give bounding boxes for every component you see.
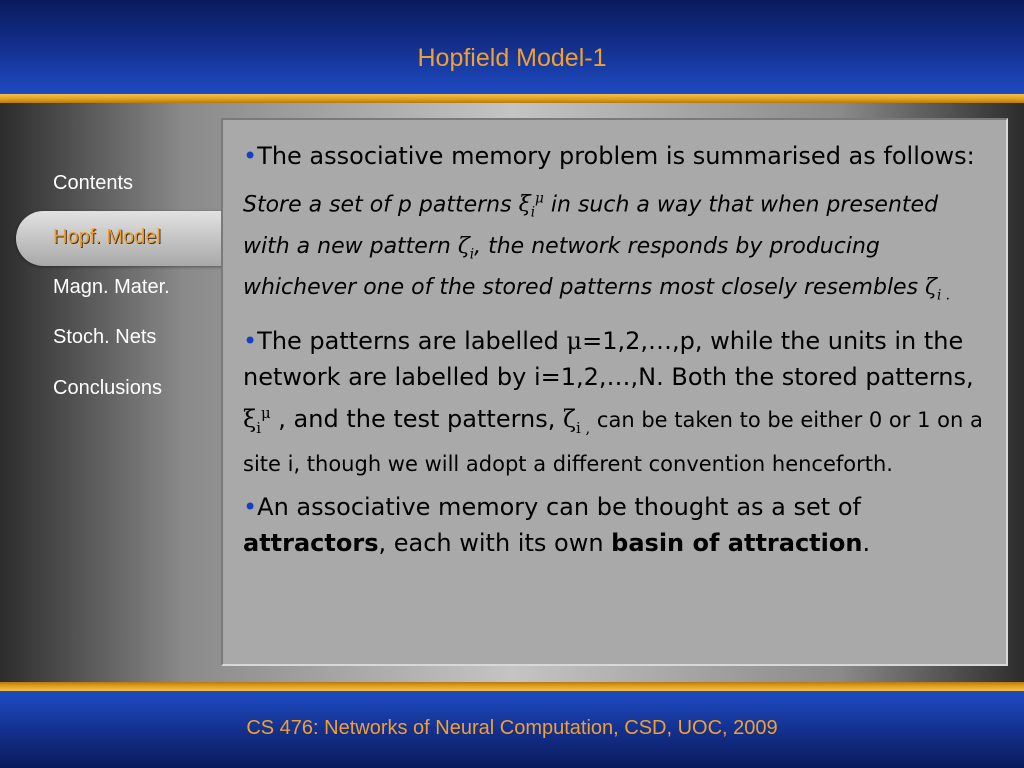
xi-glyph-2: ξ [243, 404, 257, 433]
nav-item-hopf-model[interactable]: Hopf. Model [53, 226, 161, 248]
zeta-glyph: ζ [457, 233, 470, 259]
zeta-subscript: i [469, 246, 475, 263]
nav-item-conclusions[interactable]: Conclusions [53, 377, 162, 399]
header-bar [0, 0, 1024, 96]
basin-term: basin of attraction [611, 529, 863, 558]
header-divider [0, 94, 1024, 103]
definition-text-2: in such a way that when presented with a new pattern [243, 192, 939, 259]
slide-title: Hopfield Model-1 [417, 44, 607, 72]
footer-bar [0, 691, 1024, 768]
xi-subscript-2: i [256, 418, 261, 437]
paragraph-labels [243, 323, 983, 482]
definition-text-3: , the network responds by producing whichever one of the stored patterns most closely resembles [243, 233, 926, 301]
paragraph-problem [243, 138, 983, 174]
bullet-icon: • [243, 326, 258, 355]
labels-text-3: , and the test patterns, [270, 404, 564, 433]
labels-text-2: =1,2,…,p, while the units in the network are labelled by i=1,2,…,N. Both the stored patterns, [243, 326, 974, 391]
xi-subscript: i [530, 204, 536, 221]
paragraph-definition [243, 182, 983, 313]
content-text [243, 138, 983, 569]
zeta-glyph-3: ζ [563, 404, 577, 433]
bullet-icon: • [243, 142, 258, 170]
content-panel [221, 118, 1008, 666]
zeta-subscript-2: i . [936, 287, 951, 304]
zeta-symbol-2 [925, 275, 951, 304]
bullet-icon: • [243, 493, 258, 522]
xi-symbol [518, 191, 544, 221]
problem-text: The associative memory problem is summarised as follows: [257, 142, 975, 170]
paragraph-attractors [243, 489, 983, 561]
zeta-symbol-3 [563, 404, 591, 437]
labels-text-1: The patterns are labelled [257, 326, 567, 355]
nav-item-stoch-nets[interactable]: Stoch. Nets [53, 326, 157, 348]
zeta-symbol [457, 233, 475, 263]
footer-text: CS 476: Networks of Neural Computation, CSD, UOC, 2009 [246, 717, 778, 739]
zeta-subscript-3: i , [576, 418, 591, 437]
attractors-text-2: , each with its own [378, 529, 612, 558]
definition-text-1: Store a set of p patterns [243, 192, 519, 218]
xi-symbol-2 [243, 403, 271, 437]
nav-item-magn-mater[interactable]: Magn. Mater. [53, 276, 170, 298]
mu-symbol: μ [566, 326, 583, 355]
xi-glyph: ξ [518, 192, 531, 218]
zeta-glyph-2: ζ [925, 275, 937, 301]
xi-superscript: μ [535, 191, 544, 207]
attractors-text-1: An associative memory can be thought as a set of [257, 493, 861, 522]
attractors-text-3: . [862, 529, 871, 558]
footer-divider [0, 682, 1024, 691]
labels-text-4: can be taken to be either 0 or 1 on a site i, though we will adopt a different convention henceforth. [243, 407, 983, 477]
attractors-term: attractors [243, 529, 379, 558]
nav-item-contents[interactable]: Contents [53, 172, 134, 194]
xi-superscript-2: μ [260, 403, 271, 422]
